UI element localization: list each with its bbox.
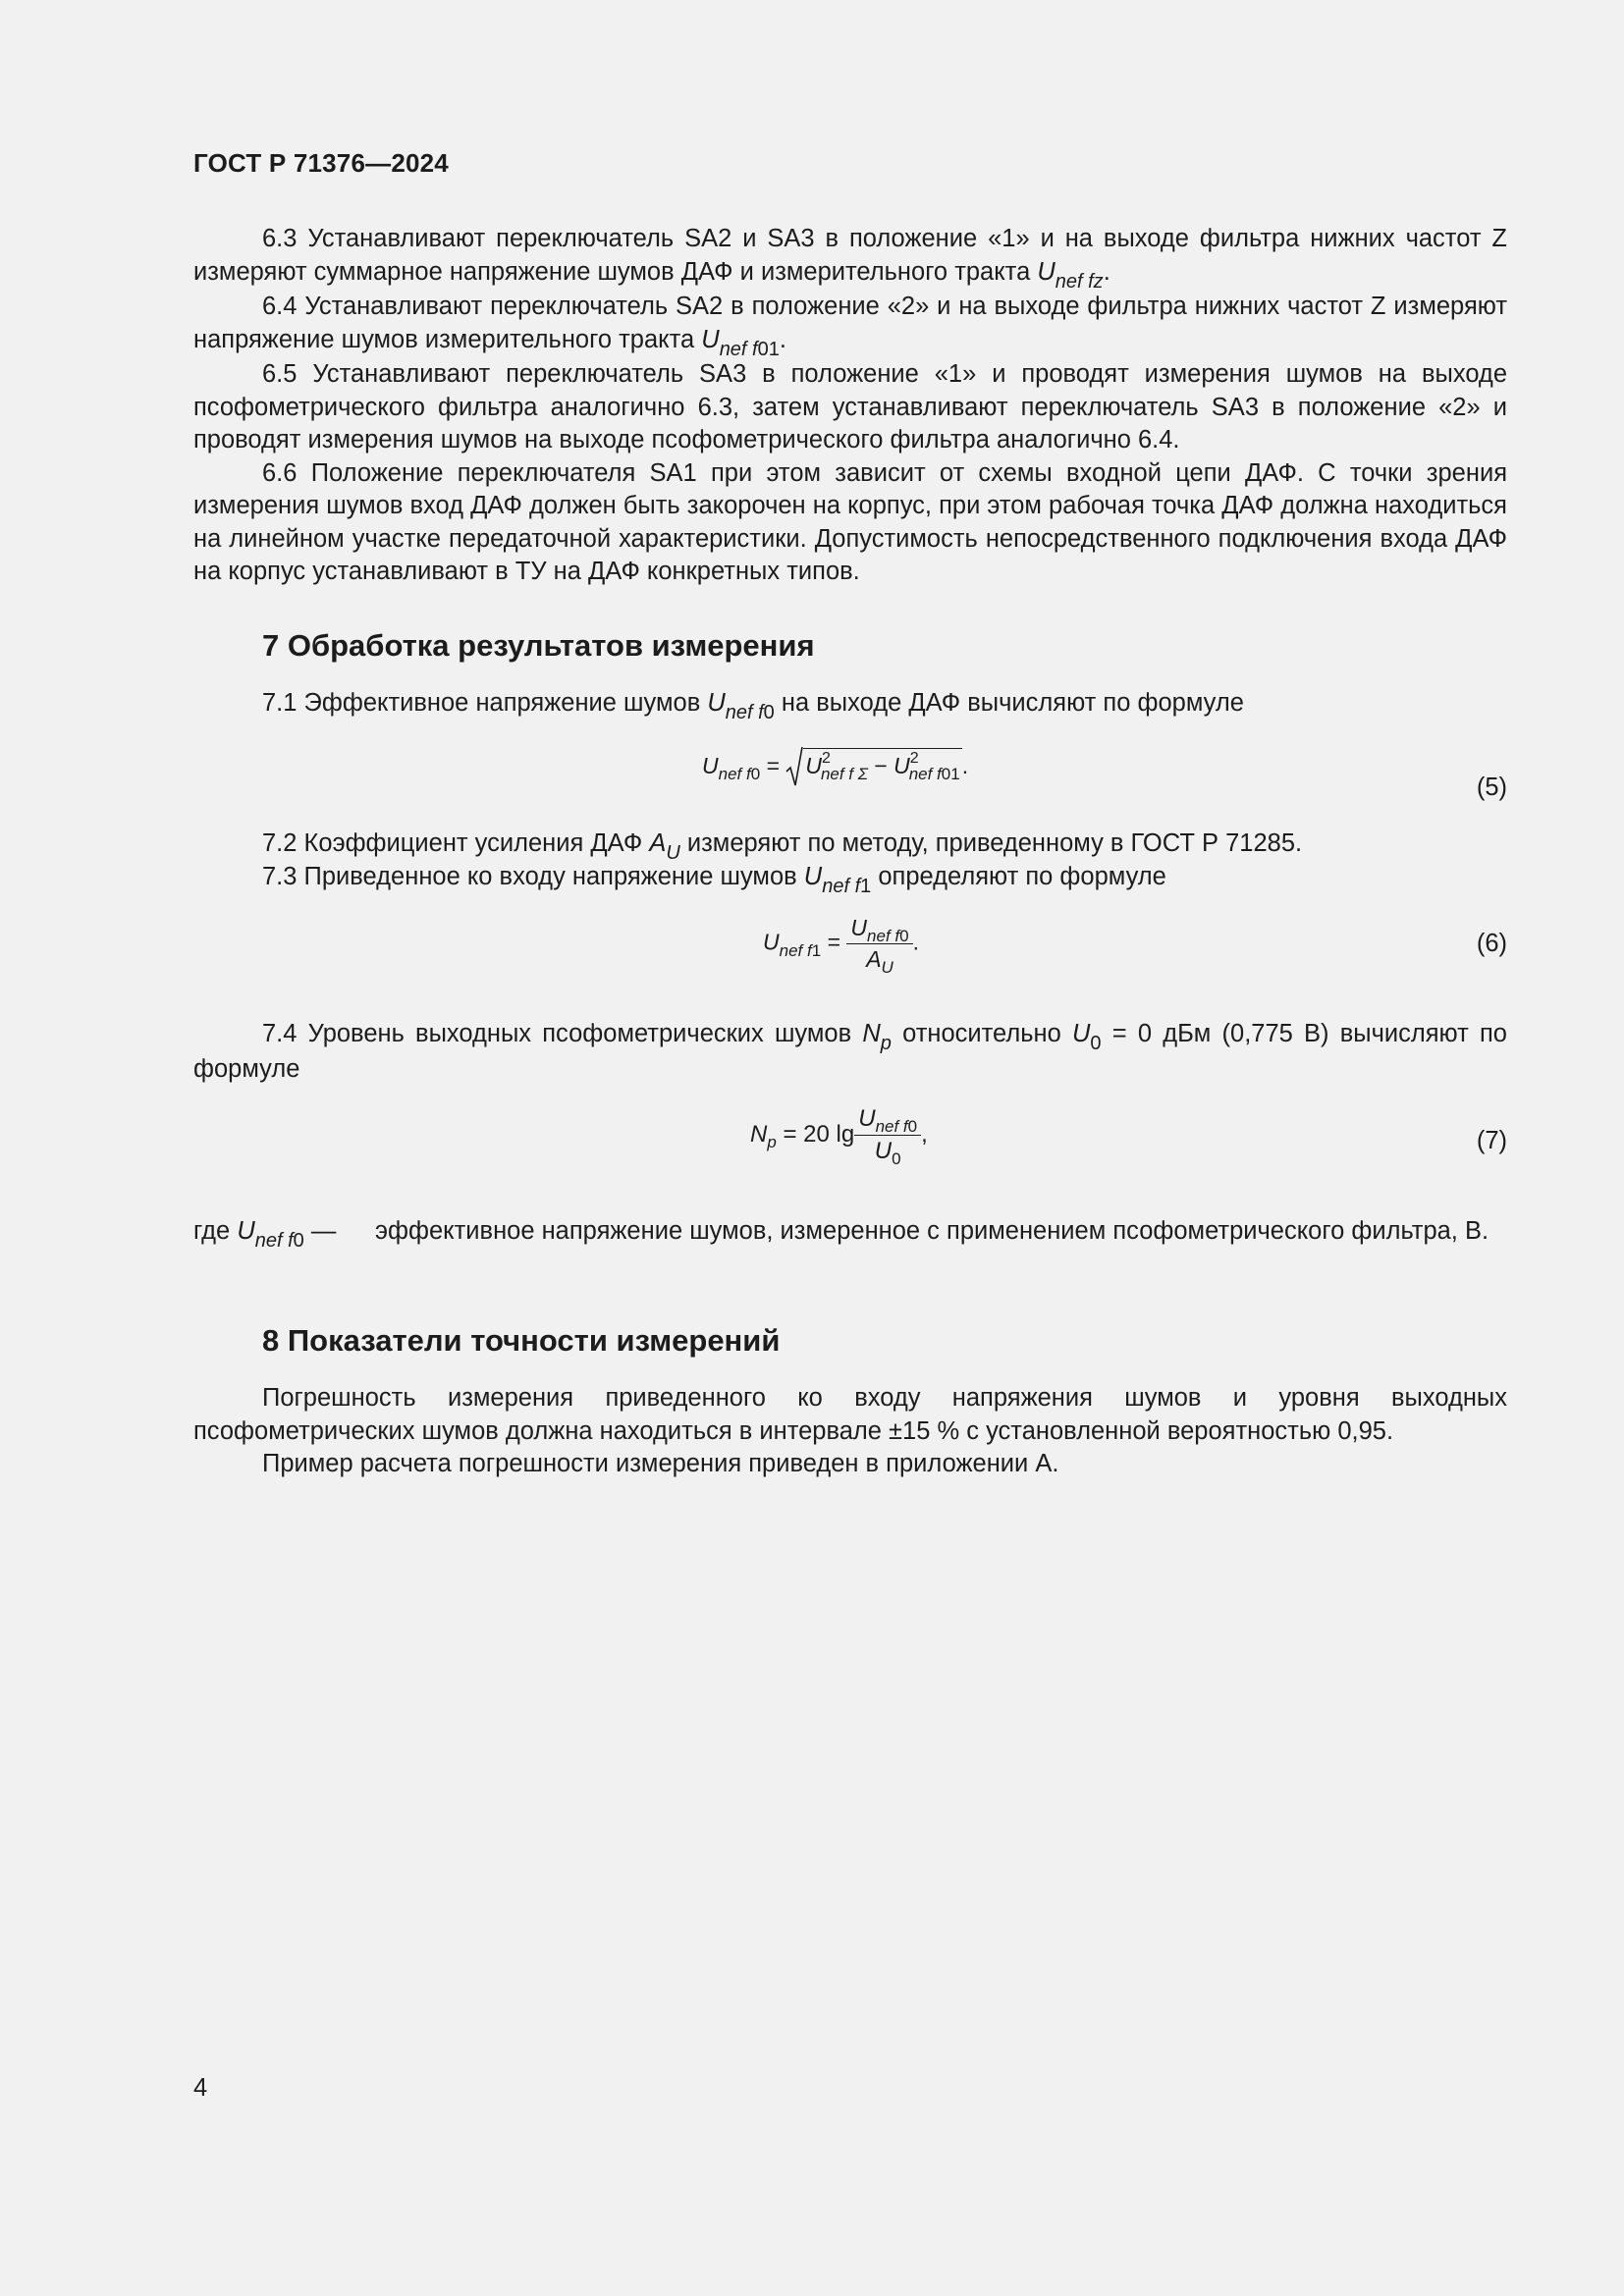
fraction xyxy=(854,1105,921,1168)
where-text: эффективное напряжение шумов, измеренное с применением псофометрического фильтра, В. xyxy=(375,1217,1489,1245)
text-7-2: 7.2 Коэффициент усиления ДАФ xyxy=(262,829,650,857)
formula-sub-num: 1 xyxy=(811,940,822,960)
text-7-4-end: = 0 дБм (0,775 В) вычисляют по формуле xyxy=(193,1020,1507,1083)
formula-sub: nef f xyxy=(718,765,751,783)
formula-5 xyxy=(702,746,968,787)
formula-punct: . xyxy=(961,753,969,778)
formula-7 xyxy=(750,1105,928,1168)
formula-sup: 2 xyxy=(822,750,831,767)
formula-var: N xyxy=(750,1120,768,1148)
paragraph-6-5: 6.5 Устанавливают переключатель SA3 в положение «1» и проводят измерения шумов на выходе псофометрического фильтра аналогично 6.3, затем устанавливают переключатель SA3 в положение «2» и проводят измерения шумов на выходе псофометрического фильтра аналогично 6.4. xyxy=(193,360,1507,454)
formula-sub: U xyxy=(881,958,893,977)
paragraph-8-1: Погрешность измерения приведенного ко входу напряжения шумов и уровня выходных псофометрических шумов должна находиться в интервале ±15 % с установленной вероятностью 0,95. xyxy=(193,1384,1507,1445)
var-u: U xyxy=(701,325,720,353)
where-dash: — xyxy=(303,1217,337,1245)
section-8-paragraphs xyxy=(193,1382,1507,1481)
subscript-num: 0 xyxy=(293,1230,304,1252)
formula-eq: = xyxy=(821,929,847,955)
fraction-denominator xyxy=(846,944,912,977)
formula-punct: , xyxy=(921,1120,928,1148)
where-prefix: где xyxy=(193,1217,238,1245)
var-a: A xyxy=(649,829,667,857)
paragraph-6-6: 6.6 Положение переключателя SA1 при этом зависит от схемы входной цепи ДАФ. С точки зрения измерения шумов вход ДАФ должен быть закорочен на корпус, при этом рабочая точка ДАФ должна находиться на линейном участке передаточной характеристики. Допустимость непосредственного подключения входа ДАФ на корпус устанавливают в ТУ на ДАФ конкретных типов. xyxy=(193,458,1507,585)
section-8-heading: 8 Показатели точности измерений xyxy=(262,1323,781,1358)
var-u: U xyxy=(1072,1020,1091,1047)
paragraph-7-2 xyxy=(262,828,1302,863)
formula-var: U xyxy=(763,929,780,955)
subscript: nef fz xyxy=(1055,270,1104,293)
formula-eq: = 20 lg xyxy=(776,1120,855,1148)
paragraph-7-3 xyxy=(262,861,1166,896)
subscript: U xyxy=(666,842,680,864)
section-7-heading: 7 Обработка результатов измерения xyxy=(262,628,815,663)
subscript: nef f xyxy=(725,702,764,723)
subscript: nef f xyxy=(254,1230,294,1252)
formula-sub-num: 0 xyxy=(899,927,909,945)
formula-sub: p xyxy=(767,1132,777,1151)
fraction xyxy=(846,915,912,977)
text-7-1-end: на выходе ДАФ вычисляют по формуле xyxy=(774,689,1244,717)
formula-sub: nef f xyxy=(875,1117,908,1136)
text-6-3: 6.3 Устанавливают переключатель SA2 и SA3 в положение «1» и на выходе фильтра нижних частот Z измеряют суммарное напряжение шумов ДАФ и измерительного тракта xyxy=(193,225,1507,286)
var-u: U xyxy=(803,863,823,890)
formula-var: U xyxy=(858,1105,876,1132)
formula-var: A xyxy=(866,946,882,972)
text-7-3-end: определяют по формуле xyxy=(871,863,1166,890)
formula-7-number: (7) xyxy=(1476,1127,1507,1154)
where-label xyxy=(193,1215,336,1251)
var-u: U xyxy=(237,1217,255,1245)
formula-sub-num: 0 xyxy=(907,1117,918,1136)
punct: . xyxy=(779,325,786,353)
sqrt-radicand xyxy=(803,748,961,783)
formula-minus: − xyxy=(867,753,894,778)
formula-sub: nef f xyxy=(867,927,900,945)
paragraph-6-4 xyxy=(193,291,1507,358)
text-7-4: 7.4 Уровень выходных псофометрических шумов xyxy=(262,1020,863,1047)
fraction-denominator xyxy=(854,1136,921,1168)
fraction-numerator xyxy=(846,915,912,944)
formula-eq: = xyxy=(760,753,786,778)
text-7-3: 7.3 Приведенное ко входу напряжение шумов xyxy=(262,863,804,890)
subscript-num: 0 xyxy=(1090,1033,1102,1054)
text-6-4: 6.4 Устанавливают переключатель SA2 в положение «2» и на выходе фильтра нижних частот Z измеряют напряжение шумов измерительного тракта xyxy=(193,293,1507,353)
text-7-2-end: измеряют по методу, приведенному в ГОСТ Р 71285. xyxy=(679,829,1303,857)
formula-sub-num: 01 xyxy=(941,765,960,783)
formula-var: U xyxy=(874,1138,893,1164)
paragraph-7-4 xyxy=(193,1018,1507,1086)
text-7-4-mid: относительно xyxy=(891,1020,1072,1047)
paragraph-8-2: Пример расчета погрешности измерения приведен в приложении А. xyxy=(262,1450,1059,1477)
formula-sub: nef f Σ xyxy=(820,765,868,783)
subscript: nef f xyxy=(719,338,758,360)
var-n: N xyxy=(862,1020,881,1047)
text-7-1: 7.1 Эффективное напряжение шумов xyxy=(262,689,708,717)
paragraph-7-1 xyxy=(262,687,1244,722)
var-u: U xyxy=(1037,257,1056,286)
where-clause xyxy=(193,1215,1507,1252)
subscript-num: 0 xyxy=(763,702,775,723)
paragraph-6-3 xyxy=(193,223,1507,291)
formula-6-number: (6) xyxy=(1476,930,1507,957)
fraction-numerator xyxy=(854,1105,921,1136)
punct: . xyxy=(1103,257,1110,286)
sqrt-icon xyxy=(785,746,803,787)
section-6-paragraphs xyxy=(193,223,1507,589)
subscript: nef f xyxy=(822,876,861,897)
formula-6 xyxy=(763,915,919,977)
formula-sub-num: 0 xyxy=(750,765,761,783)
paragraph-7-4-text xyxy=(193,1018,1507,1086)
subscript-num: 01 xyxy=(757,338,780,360)
formula-5-number: (5) xyxy=(1476,774,1507,801)
subscript-num: 1 xyxy=(860,876,872,897)
formula-sub-num: 0 xyxy=(892,1149,901,1168)
formula-sub: nef f xyxy=(908,765,942,783)
formula-var: U xyxy=(850,915,868,940)
formula-var: U xyxy=(805,753,823,778)
formula-sup: 2 xyxy=(909,750,919,767)
page-number: 4 xyxy=(193,2074,208,2102)
subscript: p xyxy=(880,1033,892,1054)
formula-var: U xyxy=(893,753,910,778)
document-header: ГОСТ Р 71376—2024 xyxy=(193,148,449,178)
var-u: U xyxy=(707,689,726,717)
formula-sub: nef f xyxy=(779,940,812,960)
formula-punct: . xyxy=(912,929,919,955)
formula-var: U xyxy=(702,753,719,778)
